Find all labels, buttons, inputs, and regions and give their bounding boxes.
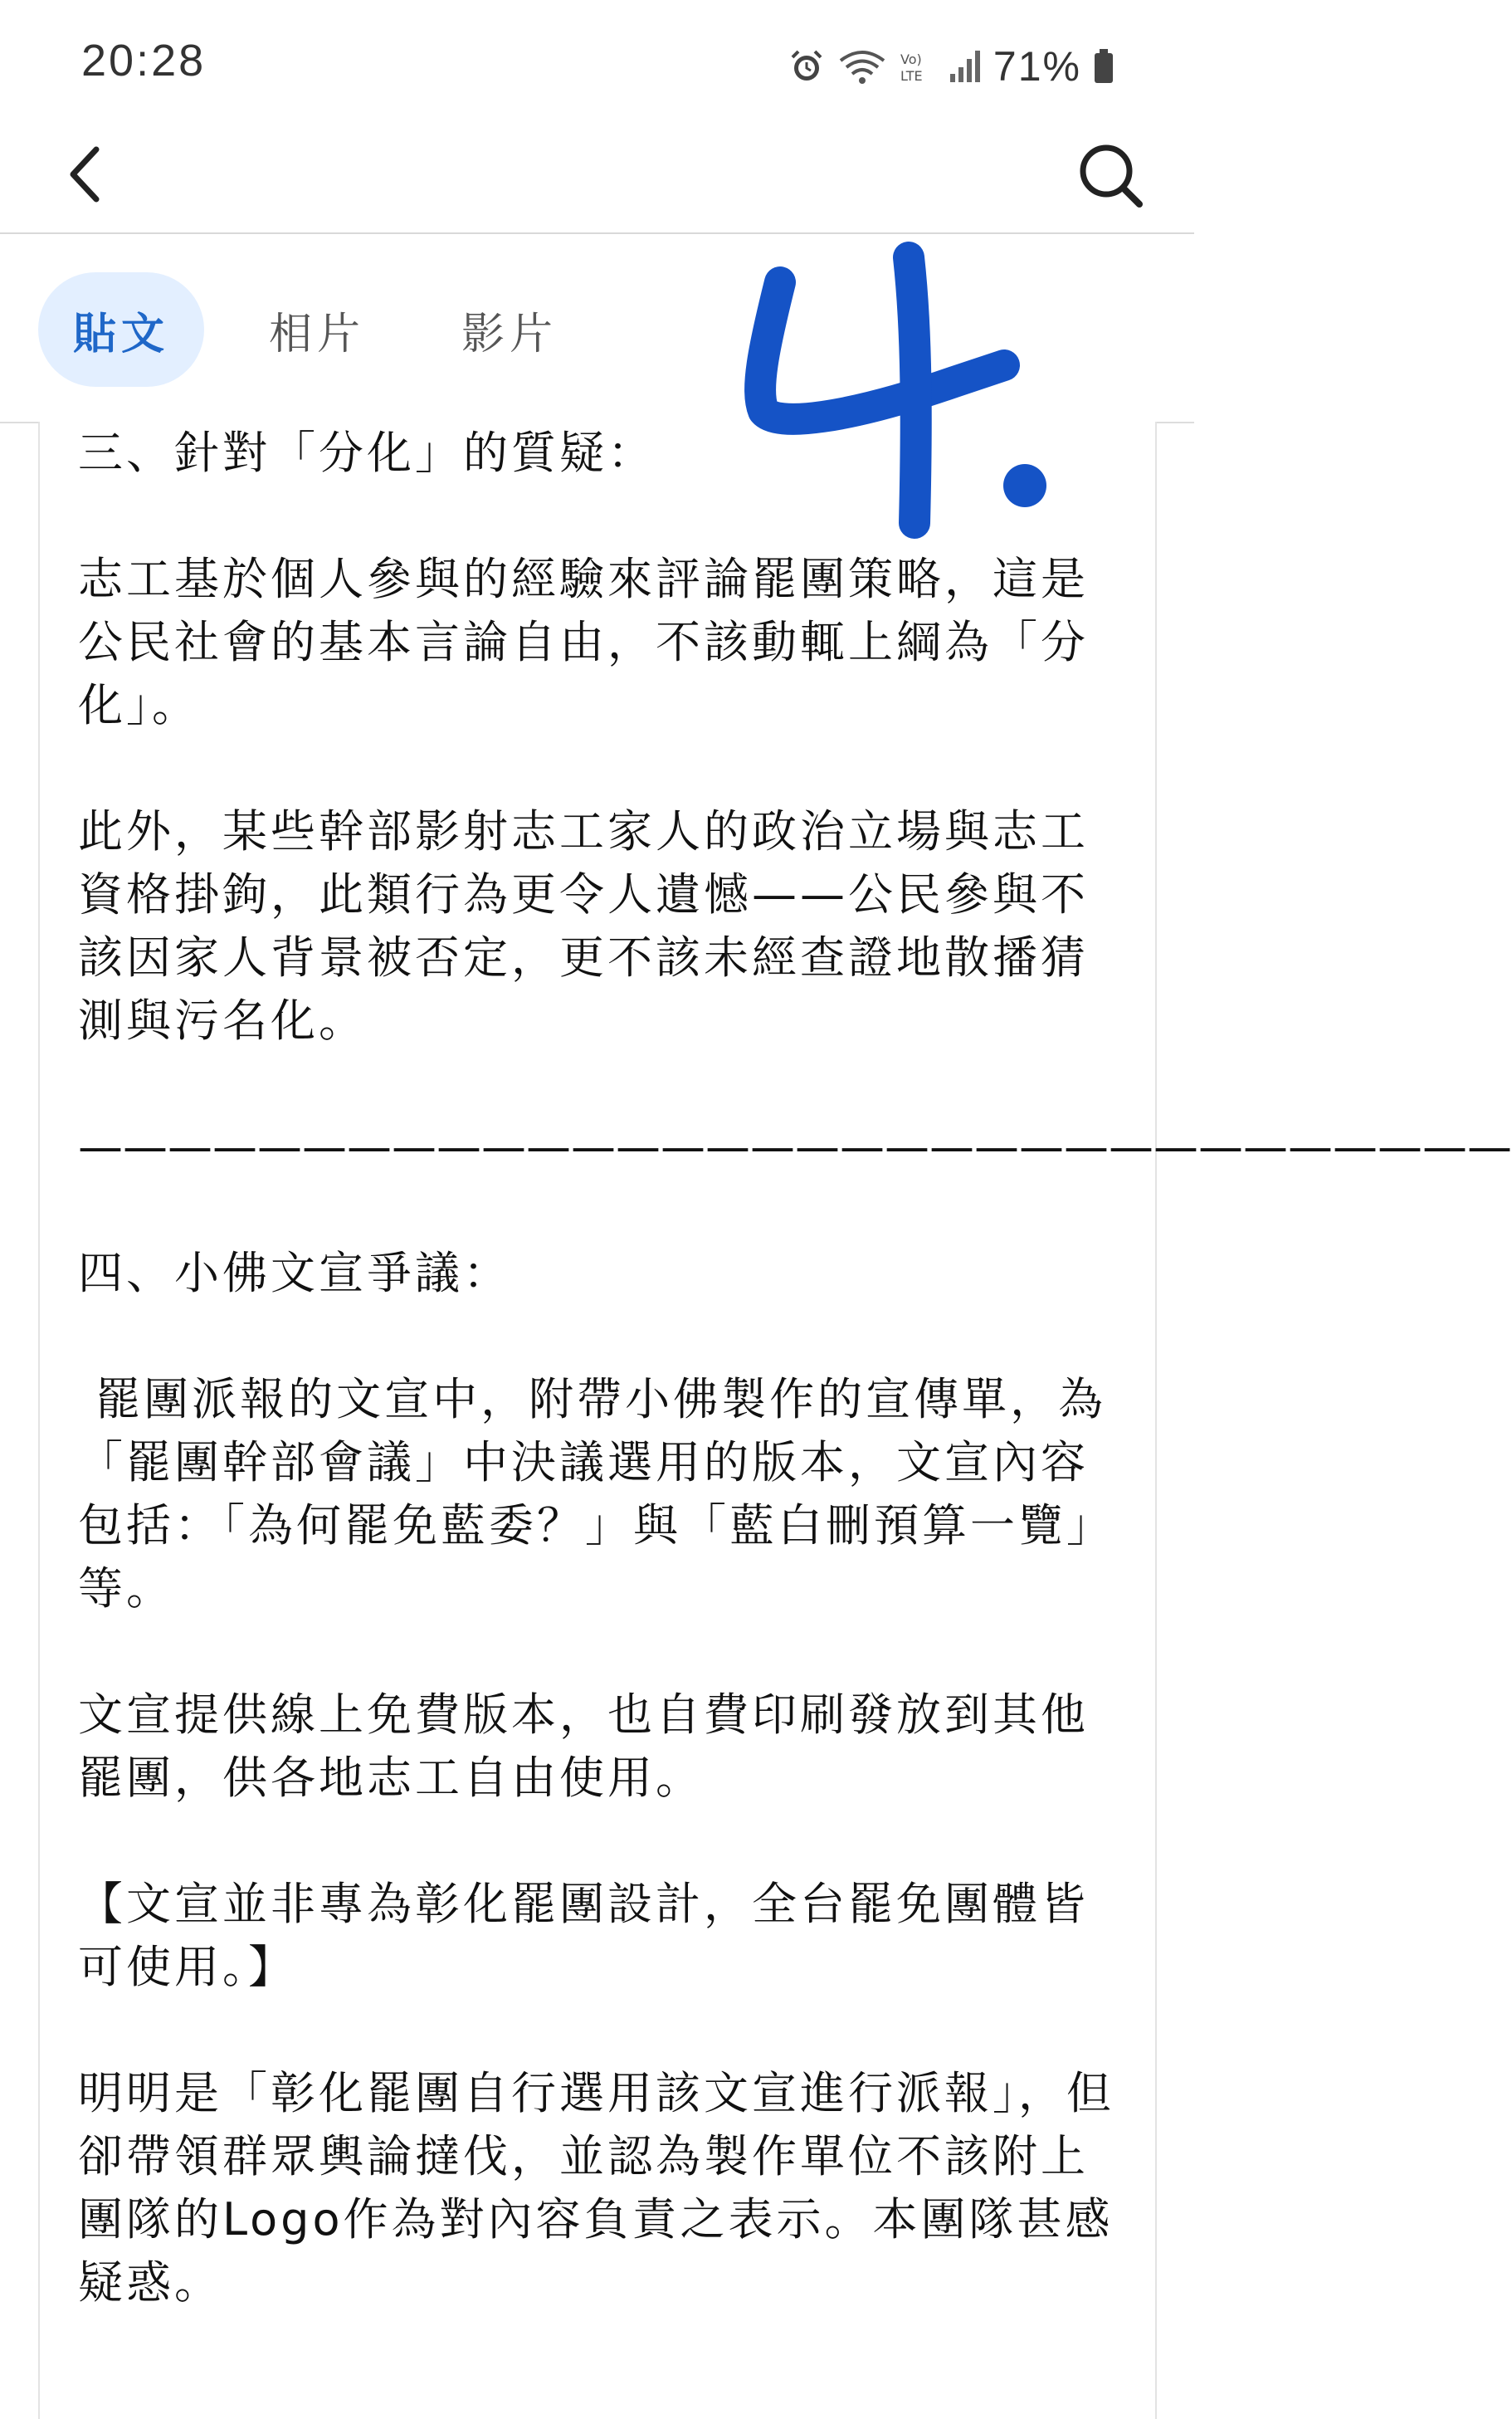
search-button[interactable] [1070, 133, 1153, 216]
post-body [78, 422, 1512, 2314]
post-paragraph: 志工基於個人參與的經驗來評論罷團策略，這是公民社會的基本言論自由，不該動輒上綱為「分化」。 [78, 553, 1089, 731]
tab-posts[interactable]: 貼文 [38, 272, 204, 387]
battery-percent: 71% [993, 43, 1081, 90]
wifi-icon [837, 47, 887, 86]
alarm-icon [788, 47, 826, 86]
section-heading-3: 三、針對「分化」的質疑： [78, 427, 656, 479]
post-paragraph: 此外，某些幹部影射志工家人的政治立場與志工資格掛鉤，此類行為更令人遺憾——公民參與不該因家人背景被否定，更不該未經查證地散播猜測與污名化。 [78, 805, 1089, 1047]
signal-icon [949, 47, 982, 86]
status-icons [788, 42, 1114, 91]
handwritten-number-annotation [730, 232, 1079, 556]
post-paragraph: 【文宣並非專為彰化罷團設計，全台罷免團體皆可使用。】 [78, 1878, 1089, 1993]
battery-icon [1093, 47, 1114, 86]
status-time: 20:28 [81, 36, 207, 86]
chevron-left-icon [48, 133, 131, 216]
post-paragraph: 明明是「彰化罷團自行選用該文宣進行派報」，但卻帶領群眾輿論撻伐，並認為製作單位不該附上團隊的Logo作為對內容負責之表示。本團隊甚感疑惑。 [78, 2067, 1114, 2309]
tab-photos[interactable]: 相片 [268, 309, 365, 359]
search-icon [1070, 133, 1153, 216]
top-app-bar [0, 125, 1194, 234]
status-bar [0, 0, 1194, 125]
tab-videos[interactable]: 影片 [461, 309, 558, 359]
volte-icon [899, 47, 937, 86]
section-heading-4: 四、小佛文宣爭議： [78, 1247, 511, 1299]
svg-text:LTE: LTE [900, 68, 923, 84]
text-divider: ———————————————————————————————— [78, 1121, 1512, 1173]
post-paragraph: 文宣提供線上免費版本，也自費印刷發放到其他罷團，供各地志工自由使用。 [78, 1688, 1089, 1804]
back-button[interactable] [48, 133, 131, 216]
svg-text:Vo): Vo) [900, 51, 922, 67]
post-paragraph: 罷團派報的文宣中，附帶小佛製作的宣傳單，為「罷團幹部會議」中決議選用的版本，文宣內容包括：「為何罷免藍委？」與「藍白刪預算一覽」等。 [78, 1373, 1114, 1615]
